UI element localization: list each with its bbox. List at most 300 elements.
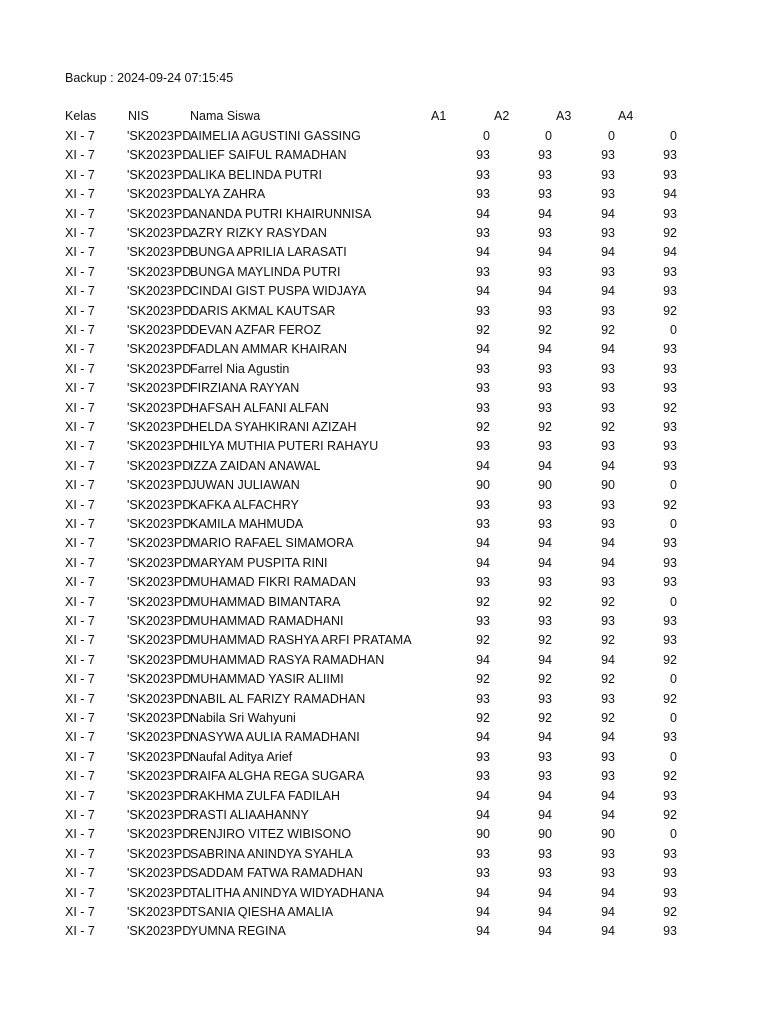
cell-nis: 'SK2023PD	[127, 885, 192, 900]
cell-nis: 'SK2023PD	[127, 187, 192, 202]
cell-kelas: XI - 7	[65, 245, 95, 260]
cell-nama-siswa: TALITHA ANINDYA WIDYADHANA	[190, 885, 384, 900]
cell-a1: 92	[476, 672, 490, 687]
cell-a3: 0	[608, 129, 615, 143]
cell-a1: 94	[476, 206, 490, 221]
cell-a2: 93	[538, 614, 552, 628]
cell-a2: 0	[545, 129, 552, 143]
cell-a3: 93	[601, 361, 615, 376]
cell-nis: 'SK2023PD	[127, 846, 192, 861]
header-a2: A2	[494, 109, 510, 123]
cell-a3: 93	[601, 575, 615, 590]
cell-a1: 94	[476, 924, 490, 939]
cell-a1: 94	[476, 342, 490, 357]
cell-a1: 93	[476, 303, 490, 318]
cell-a1: 93	[476, 226, 490, 240]
table-row	[0, 457, 768, 476]
cell-a2: 94	[538, 284, 552, 299]
cell-nis: 'SK2023PD	[127, 439, 192, 454]
cell-a3: 93	[601, 381, 615, 396]
cell-nis: 'SK2023PD	[127, 497, 192, 512]
cell-a2: 94	[538, 342, 552, 357]
cell-nama-siswa: SADDAM FATWA RAMADHAN	[190, 866, 363, 881]
cell-nis: 'SK2023PD	[127, 594, 192, 609]
cell-a4: 93	[663, 536, 677, 551]
cell-kelas: XI - 7	[65, 303, 95, 318]
cell-kelas: XI - 7	[65, 439, 95, 454]
cell-nama-siswa: RENJIRO VITEZ WIBISONO	[190, 827, 352, 842]
cell-a4: 92	[663, 226, 677, 240]
cell-a2: 94	[538, 905, 552, 919]
cell-a1: 94	[476, 458, 490, 473]
cell-a1: 93	[476, 846, 490, 861]
table-row	[0, 418, 768, 437]
cell-nama-siswa: RAIFA ALGHA REGA SUGARA	[190, 769, 365, 784]
cell-a1: 94	[476, 808, 490, 822]
cell-kelas: XI - 7	[65, 264, 95, 279]
cell-nama-siswa: BUNGA APRILIA LARASATI	[190, 245, 347, 260]
cell-nis: 'SK2023PD	[127, 478, 192, 493]
table-row	[0, 476, 768, 495]
cell-a1: 93	[476, 400, 490, 415]
cell-a2: 93	[538, 187, 552, 202]
cell-a1: 94	[476, 536, 490, 551]
cell-nama-siswa: FIRZIANA RAYYAN	[190, 381, 300, 396]
table-row	[0, 302, 768, 321]
cell-a4: 93	[663, 167, 677, 182]
cell-a2: 93	[538, 769, 552, 784]
cell-a4: 0	[670, 672, 677, 687]
cell-a3: 94	[601, 555, 615, 570]
cell-nis: 'SK2023PD	[127, 730, 192, 745]
cell-a3: 94	[601, 206, 615, 221]
cell-kelas: XI - 7	[65, 458, 95, 473]
cell-nama-siswa: NASYWA AULIA RAMADHANI	[190, 730, 360, 745]
cell-nama-siswa: ANANDA PUTRI KHAIRUNNISA	[190, 206, 372, 221]
cell-nis: 'SK2023PD	[127, 264, 192, 279]
cell-a2: 93	[538, 226, 552, 240]
cell-a4: 93	[663, 788, 677, 803]
table-row	[0, 728, 768, 747]
cell-a2: 94	[538, 924, 552, 939]
cell-nis: 'SK2023PD	[127, 536, 192, 551]
cell-kelas: XI - 7	[65, 672, 95, 687]
table-row	[0, 263, 768, 282]
cell-a3: 90	[601, 478, 615, 493]
cell-nama-siswa: CINDAI GIST PUSPA WIDJAYA	[190, 284, 367, 299]
cell-a3: 93	[601, 400, 615, 415]
cell-a1: 0	[483, 129, 490, 143]
cell-a2: 93	[538, 361, 552, 376]
cell-a4: 92	[663, 652, 677, 667]
cell-nis: 'SK2023PD	[127, 167, 192, 182]
cell-a4: 0	[670, 594, 677, 609]
cell-kelas: XI - 7	[65, 478, 95, 493]
cell-a2: 92	[538, 711, 552, 725]
cell-nis: 'SK2023PD	[127, 614, 192, 628]
cell-a3: 93	[601, 769, 615, 784]
cell-kelas: XI - 7	[65, 866, 95, 881]
table-row	[0, 922, 768, 941]
cell-nis: 'SK2023PD	[127, 517, 192, 531]
cell-a3: 93	[601, 749, 615, 764]
cell-a3: 94	[601, 788, 615, 803]
cell-a4: 92	[663, 691, 677, 706]
cell-nis: 'SK2023PD	[127, 303, 192, 318]
table-row	[0, 825, 768, 844]
cell-a3: 94	[601, 924, 615, 939]
cell-a2: 94	[538, 808, 552, 822]
cell-kelas: XI - 7	[65, 323, 95, 337]
table-row	[0, 127, 768, 146]
table-row	[0, 670, 768, 689]
cell-a1: 93	[476, 148, 490, 163]
cell-nama-siswa: MUHAMMAD YASIR ALIIMI	[190, 672, 344, 687]
cell-a3: 94	[601, 730, 615, 745]
table-row	[0, 399, 768, 418]
table-row	[0, 884, 768, 903]
cell-nama-siswa: HAFSAH ALFANI ALFAN	[190, 400, 329, 415]
cell-a1: 93	[476, 769, 490, 784]
cell-kelas: XI - 7	[65, 711, 95, 725]
cell-kelas: XI - 7	[65, 400, 95, 415]
cell-a1: 90	[476, 827, 490, 842]
table-row	[0, 709, 768, 728]
cell-nama-siswa: NABIL AL FARIZY RAMADHAN	[190, 691, 366, 706]
cell-nis: 'SK2023PD	[127, 905, 192, 919]
cell-a3: 94	[601, 905, 615, 919]
cell-nis: 'SK2023PD	[127, 148, 192, 163]
cell-nis: 'SK2023PD	[127, 652, 192, 667]
cell-kelas: XI - 7	[65, 827, 95, 842]
cell-a3: 94	[601, 652, 615, 667]
cell-nis: 'SK2023PD	[127, 381, 192, 396]
cell-a2: 94	[538, 245, 552, 260]
table-row	[0, 437, 768, 456]
cell-nis: 'SK2023PD	[127, 226, 192, 240]
cell-nama-siswa: MUHAMMAD RASYA RAMADHAN	[190, 652, 385, 667]
table-row	[0, 166, 768, 185]
cell-kelas: XI - 7	[65, 730, 95, 745]
cell-a2: 93	[538, 691, 552, 706]
cell-kelas: XI - 7	[65, 769, 95, 784]
cell-a4: 92	[663, 303, 677, 318]
cell-nama-siswa: YUMNA REGINA	[190, 924, 286, 939]
cell-nama-siswa: BUNGA MAYLINDA PUTRI	[190, 264, 341, 279]
cell-a3: 92	[601, 633, 615, 648]
cell-a4: 93	[663, 458, 677, 473]
cell-nis: 'SK2023PD	[127, 284, 192, 299]
header-a4: A4	[618, 109, 634, 123]
cell-a2: 94	[538, 788, 552, 803]
cell-nis: 'SK2023PD	[127, 827, 192, 842]
cell-nis: 'SK2023PD	[127, 749, 192, 764]
cell-nis: 'SK2023PD	[127, 206, 192, 221]
header-kelas: Kelas	[65, 109, 97, 123]
cell-kelas: XI - 7	[65, 361, 95, 376]
table-row	[0, 787, 768, 806]
cell-kelas: XI - 7	[65, 846, 95, 861]
cell-a1: 93	[476, 691, 490, 706]
cell-a4: 92	[663, 769, 677, 784]
table-row	[0, 379, 768, 398]
cell-a2: 93	[538, 749, 552, 764]
cell-nis: 'SK2023PD	[127, 575, 192, 590]
cell-a3: 93	[601, 167, 615, 182]
cell-kelas: XI - 7	[65, 633, 95, 648]
cell-a1: 94	[476, 730, 490, 745]
cell-a1: 94	[476, 555, 490, 570]
cell-nama-siswa: SABRINA ANINDYA SYAHLA	[190, 846, 353, 861]
cell-a3: 92	[601, 711, 615, 725]
cell-a3: 94	[601, 284, 615, 299]
cell-a4: 0	[670, 827, 677, 842]
cell-nama-siswa: ALIEF SAIFUL RAMADHAN	[190, 148, 347, 163]
table-row	[0, 360, 768, 379]
table-row	[0, 690, 768, 709]
cell-a4: 93	[663, 614, 677, 628]
cell-a4: 93	[663, 439, 677, 454]
table-row	[0, 612, 768, 631]
cell-nama-siswa: Nabila Sri Wahyuni	[190, 711, 296, 725]
cell-a4: 93	[663, 846, 677, 861]
table-row	[0, 651, 768, 670]
cell-a4: 0	[670, 478, 677, 493]
cell-nama-siswa: MUHAMMAD RAMADHANI	[190, 614, 344, 628]
cell-a3: 93	[601, 846, 615, 861]
cell-kelas: XI - 7	[65, 614, 95, 628]
table-row	[0, 554, 768, 573]
backup-label: Backup : 2024-09-24 07:15:45	[65, 71, 234, 85]
cell-a1: 94	[476, 245, 490, 260]
header-a3: A3	[556, 109, 572, 123]
cell-a1: 92	[476, 711, 490, 725]
cell-a3: 92	[601, 594, 615, 609]
cell-nama-siswa: AZRY RIZKY RASYDAN	[190, 226, 327, 240]
cell-a3: 93	[601, 148, 615, 163]
cell-a3: 93	[601, 691, 615, 706]
cell-a2: 92	[538, 323, 552, 337]
cell-kelas: XI - 7	[65, 129, 95, 143]
table-row	[0, 496, 768, 515]
cell-nama-siswa: RASTI ALIAAHANNY	[190, 808, 309, 822]
cell-kelas: XI - 7	[65, 226, 95, 240]
table-row	[0, 243, 768, 262]
cell-nis: 'SK2023PD	[127, 361, 192, 376]
cell-nama-siswa: ALIKA BELINDA PUTRI	[190, 167, 322, 182]
header-nama-siswa: Nama Siswa	[190, 109, 261, 123]
cell-nis: 'SK2023PD	[127, 400, 192, 415]
cell-kelas: XI - 7	[65, 148, 95, 163]
cell-a3: 93	[601, 517, 615, 531]
table-row	[0, 864, 768, 883]
cell-a4: 93	[663, 555, 677, 570]
cell-a2: 94	[538, 652, 552, 667]
table-header	[0, 107, 768, 126]
cell-nama-siswa: MARIO RAFAEL SIMAMORA	[190, 536, 354, 551]
cell-a3: 94	[601, 245, 615, 260]
cell-a2: 93	[538, 517, 552, 531]
cell-a4: 93	[663, 575, 677, 590]
cell-kelas: XI - 7	[65, 691, 95, 706]
cell-a3: 93	[601, 303, 615, 318]
cell-nis: 'SK2023PD	[127, 808, 192, 822]
cell-a1: 93	[476, 264, 490, 279]
cell-a4: 92	[663, 400, 677, 415]
cell-a4: 93	[663, 284, 677, 299]
cell-a1: 93	[476, 439, 490, 454]
cell-a2: 94	[538, 555, 552, 570]
cell-kelas: XI - 7	[65, 594, 95, 609]
cell-a4: 0	[670, 711, 677, 725]
cell-a2: 94	[538, 206, 552, 221]
cell-a4: 0	[670, 129, 677, 143]
table-row	[0, 845, 768, 864]
cell-a4: 93	[663, 381, 677, 396]
cell-a4: 0	[670, 323, 677, 337]
cell-a1: 93	[476, 866, 490, 881]
table-row	[0, 146, 768, 165]
cell-nis: 'SK2023PD	[127, 924, 192, 939]
cell-a3: 94	[601, 808, 615, 822]
cell-kelas: XI - 7	[65, 788, 95, 803]
cell-a4: 93	[663, 885, 677, 900]
cell-a1: 94	[476, 284, 490, 299]
cell-a2: 92	[538, 594, 552, 609]
cell-a3: 92	[601, 420, 615, 434]
cell-a3: 93	[601, 614, 615, 628]
cell-nama-siswa: IZZA ZAIDAN ANAWAL	[190, 458, 321, 473]
cell-a4: 92	[663, 497, 677, 512]
cell-a1: 93	[476, 497, 490, 512]
cell-nis: 'SK2023PD	[127, 788, 192, 803]
cell-a1: 90	[476, 478, 490, 493]
table-row	[0, 806, 768, 825]
cell-a1: 92	[476, 594, 490, 609]
cell-nis: 'SK2023PD	[127, 129, 192, 143]
table-row	[0, 534, 768, 553]
table-row	[0, 903, 768, 922]
cell-a2: 94	[538, 885, 552, 900]
cell-a1: 93	[476, 614, 490, 628]
cell-a1: 92	[476, 633, 490, 648]
cell-a1: 93	[476, 749, 490, 764]
table-row	[0, 631, 768, 650]
cell-a3: 94	[601, 342, 615, 357]
cell-nama-siswa: KAMILA MAHMUDA	[190, 517, 304, 531]
cell-kelas: XI - 7	[65, 381, 95, 396]
cell-nama-siswa: MUHAMMAD BIMANTARA	[190, 594, 341, 609]
cell-a4: 92	[663, 905, 677, 919]
cell-nama-siswa: HELDA SYAHKIRANI AZIZAH	[190, 420, 357, 434]
cell-nis: 'SK2023PD	[127, 458, 192, 473]
cell-a3: 93	[601, 497, 615, 512]
cell-a2: 93	[538, 264, 552, 279]
cell-a2: 92	[538, 672, 552, 687]
cell-nis: 'SK2023PD	[127, 866, 192, 881]
cell-nama-siswa: Farrel Nia Agustin	[190, 361, 290, 376]
cell-kelas: XI - 7	[65, 342, 95, 357]
table-row	[0, 205, 768, 224]
cell-nama-siswa: RAKHMA ZULFA FADILAH	[190, 788, 341, 803]
cell-a3: 93	[601, 439, 615, 454]
cell-a3: 94	[601, 536, 615, 551]
cell-a4: 94	[663, 187, 677, 202]
cell-a1: 93	[476, 167, 490, 182]
cell-nama-siswa: HILYA MUTHIA PUTERI RAHAYU	[190, 439, 379, 454]
cell-a1: 93	[476, 575, 490, 590]
cell-a1: 92	[476, 323, 490, 337]
cell-kelas: XI - 7	[65, 167, 95, 182]
cell-a2: 94	[538, 536, 552, 551]
cell-a4: 93	[663, 361, 677, 376]
table-row	[0, 321, 768, 340]
cell-nis: 'SK2023PD	[127, 691, 192, 706]
cell-a1: 92	[476, 420, 490, 434]
table-row	[0, 282, 768, 301]
cell-a4: 93	[663, 264, 677, 279]
cell-a2: 90	[538, 827, 552, 842]
cell-nama-siswa: MARYAM PUSPITA RINI	[190, 555, 328, 570]
cell-a2: 94	[538, 458, 552, 473]
cell-nama-siswa: KAFKA ALFACHRY	[190, 497, 299, 512]
cell-a2: 93	[538, 400, 552, 415]
cell-a3: 93	[601, 264, 615, 279]
cell-a2: 93	[538, 303, 552, 318]
cell-kelas: XI - 7	[65, 536, 95, 551]
cell-a2: 93	[538, 575, 552, 590]
cell-a4: 93	[663, 866, 677, 881]
cell-kelas: XI - 7	[65, 187, 95, 202]
cell-nama-siswa: DEVAN AZFAR FEROZ	[190, 323, 322, 337]
cell-nis: 'SK2023PD	[127, 420, 192, 434]
cell-a2: 93	[538, 167, 552, 182]
table-row	[0, 224, 768, 243]
cell-nis: 'SK2023PD	[127, 323, 192, 337]
cell-kelas: XI - 7	[65, 575, 95, 590]
table-row	[0, 185, 768, 204]
cell-nis: 'SK2023PD	[127, 633, 192, 648]
cell-kelas: XI - 7	[65, 284, 95, 299]
cell-a4: 94	[663, 245, 677, 260]
cell-a2: 93	[538, 148, 552, 163]
cell-kelas: XI - 7	[65, 924, 95, 939]
cell-a3: 93	[601, 866, 615, 881]
cell-a1: 93	[476, 517, 490, 531]
cell-a4: 93	[663, 633, 677, 648]
cell-a4: 0	[670, 517, 677, 531]
cell-kelas: XI - 7	[65, 206, 95, 221]
table-row	[0, 340, 768, 359]
cell-a1: 93	[476, 187, 490, 202]
cell-nama-siswa: MUHAMAD FIKRI RAMADAN	[190, 575, 356, 590]
cell-a1: 94	[476, 885, 490, 900]
cell-a3: 92	[601, 323, 615, 337]
cell-a4: 92	[663, 808, 677, 822]
cell-a3: 93	[601, 187, 615, 202]
cell-nis: 'SK2023PD	[127, 672, 192, 687]
cell-a1: 93	[476, 381, 490, 396]
cell-a2: 93	[538, 846, 552, 861]
cell-nis: 'SK2023PD	[127, 769, 192, 784]
cell-a2: 93	[538, 497, 552, 512]
cell-kelas: XI - 7	[65, 555, 95, 570]
cell-nis: 'SK2023PD	[127, 342, 192, 357]
cell-a2: 93	[538, 866, 552, 881]
cell-a2: 93	[538, 439, 552, 454]
cell-nama-siswa: MUHAMMAD RASHYA ARFI PRATAMA	[190, 633, 412, 648]
cell-nis: 'SK2023PD	[127, 555, 192, 570]
